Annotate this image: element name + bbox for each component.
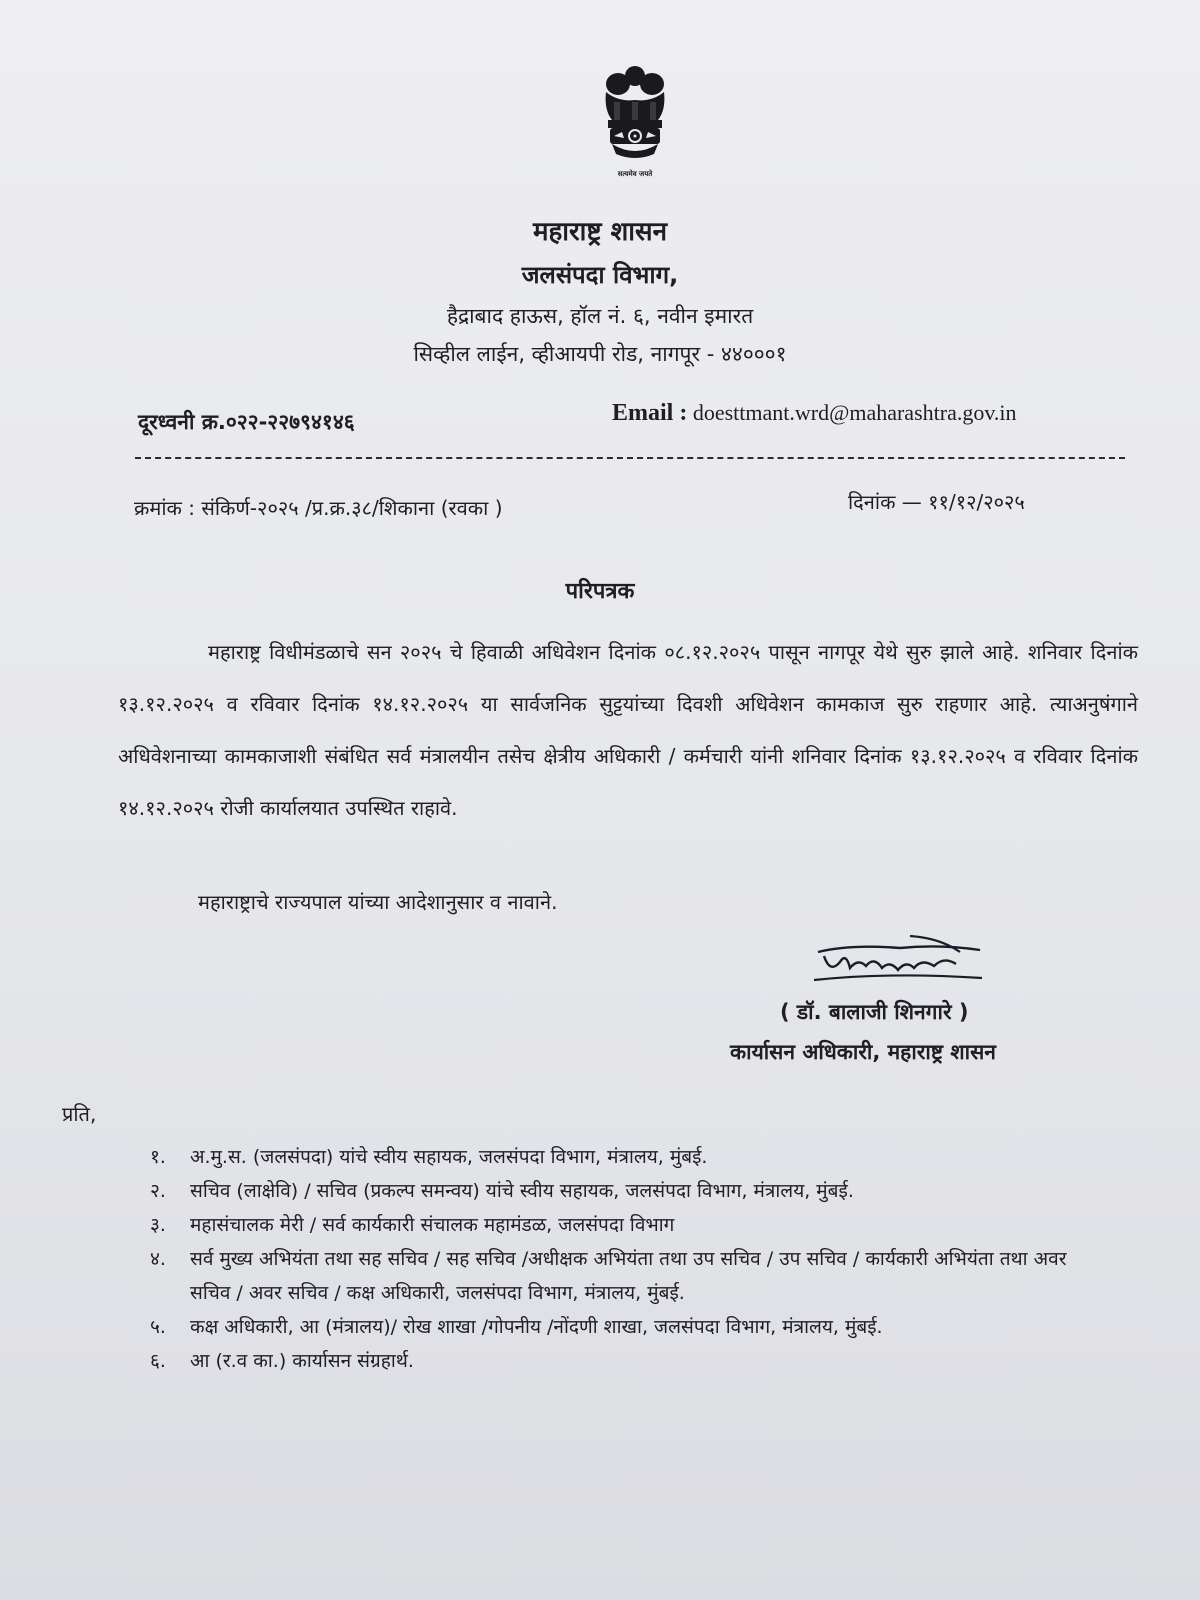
reference-number: क्रमांक : संकिर्ण-२०२५ /प्र.क्र.३८/शिकाना (रवका ): [134, 496, 503, 520]
department-name: जलसंपदा विभाग,: [521, 261, 679, 289]
list-item: ५. कक्ष अधिकारी, आ (मंत्रालय)/ रोख शाखा /गोपनीय /नोंदणी शाखा, जलसंपदा विभाग, मंत्रालय, मुंबई.: [150, 1316, 883, 1338]
list-item: २. सचिव (लाक्षेवि) / सचिव (प्रकल्प समन्वय) यांचे स्वीय सहायक, जलसंपदा विभाग, मंत्रालय, मुंबई.: [150, 1180, 854, 1202]
address-line-2: सिव्हील लाईन, व्हीआयपी रोड, नागपूर - ४४०००१: [413, 342, 787, 366]
signatory-designation: कार्यासन अधिकारी, महाराष्ट्र शासन: [730, 1040, 996, 1064]
emblem-motto: सत्यमेव जयते: [617, 170, 653, 178]
address-line-1: हैद्राबाद हाऊस, हॉल नं. ६, नवीन इमारत: [446, 304, 754, 328]
governor-order-line: महाराष्ट्राचे राज्यपाल यांच्या आदेशानुसार व नावाने.: [198, 890, 558, 914]
signature-icon: [810, 930, 990, 988]
govt-title: महाराष्ट्र शासन: [532, 217, 668, 247]
distribution-list: [150, 1140, 1100, 1378]
circular-body: महाराष्ट्र विधीमंडळाचे सन २०२५ चे हिवाळी अधिवेशन दिनांक ०८.१२.२०२५ पासून नागपूर येथे सुरु झाले आहे. शनिवार दिनांक १३.१२.२०२५ व रविवार दिनांक १४.१२.२०२५ या सार्वजनिक सुट्टयांच्या दिवशी अधिवेशन कामकाज सुरु राहणार आहे. त्याअनुषंगाने अधिवेशनाच्या कामकाजाशी संबंधित सर्व मंत्रालयीन तसेच क्षेत्रीय अधिकारी / कर्मचारी यांनी शनिवार दिनांक १३.१२.२०२५ व रविवार दिनांक १४.१२.२०२५ रोजी कार्यालयात उपस्थित राहावे.: [118, 640, 1138, 820]
list-item: १. अ.मु.स. (जलसंपदा) यांचे स्वीय सहायक, जलसंपदा विभाग, मंत्रालय, मुंबई.: [150, 1146, 708, 1168]
email-label: Email :: [612, 400, 688, 426]
email-address: doesttmant.wrd@maharashtra.gov.in: [692, 400, 1017, 425]
ashoka-emblem-logo: [592, 62, 678, 190]
document-date: दिनांक — ११/१२/२०२५: [848, 490, 1025, 514]
list-item: ४. सर्व मुख्य अभियंता तथा सह सचिव / सह सचिव /अधीक्षक अभियंता तथा उप सचिव / उप सचिव / कार्यकारी अभियंता तथा अवर सचिव / अवर सचिव / कक्ष अधिकारी, जलसंपदा विभाग, मंत्रालय, मुंबई.: [150, 1248, 1067, 1304]
list-item: ६. आ (र.व का.) कार्यासन संग्रहार्थ.: [150, 1350, 414, 1372]
email-block: [612, 400, 1017, 427]
phone-number: दूरध्वनी क्र.०२२-२२७९४१४६: [138, 410, 355, 434]
dashed-divider: [135, 457, 1125, 459]
distribution-label: प्रति,: [62, 1102, 97, 1126]
handwritten-signature: [810, 930, 990, 988]
list-item: ३. महासंचालक मेरी / सर्व कार्यकारी संचालक महामंडळ, जलसंपदा विभाग: [150, 1214, 675, 1236]
signatory-name: ( डॉ. बालाजी शिनगारे ): [780, 1000, 969, 1024]
circular-heading: परिपत्रक: [565, 579, 635, 604]
